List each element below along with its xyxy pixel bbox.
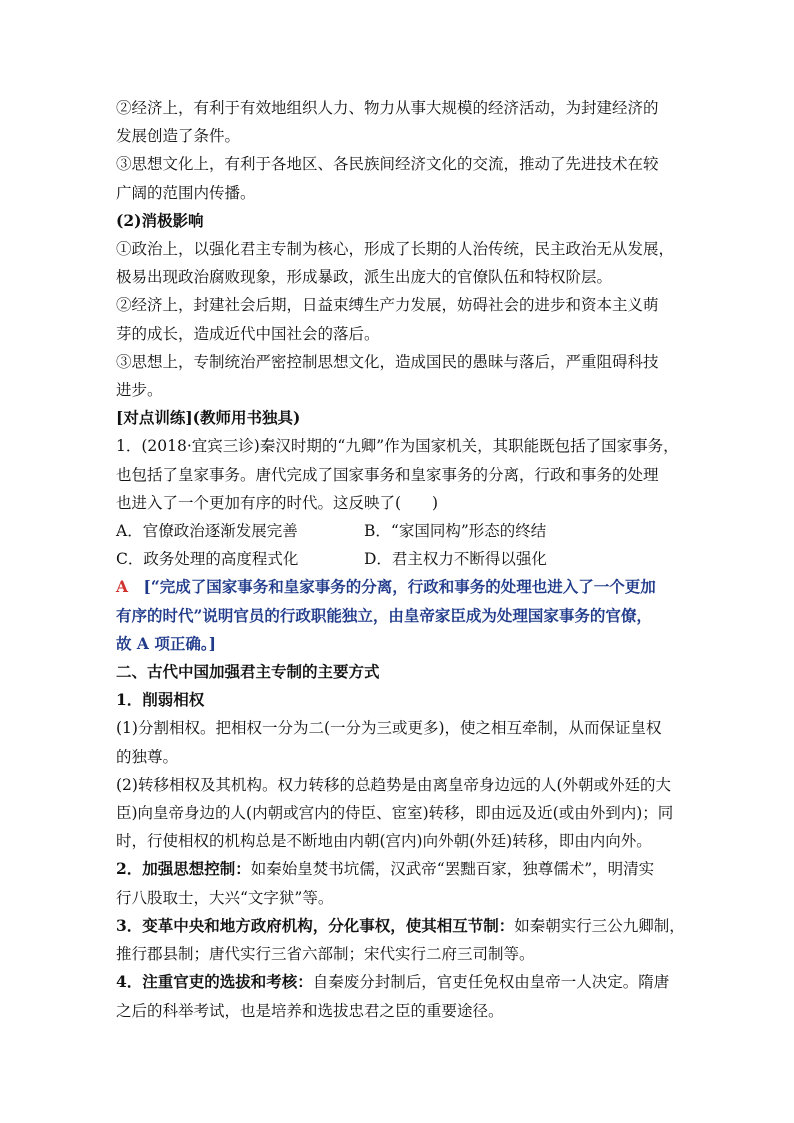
text-line: ③思想上，专制统治严密控制思想文化，造成国民的愚昧与落后，严重阻碍科技: [116, 352, 659, 371]
text-line: (1)分割相权。把相权一分为二(一分为三或更多)，使之相互牵制，从而保证皇权: [116, 719, 662, 738]
option-row: [116, 517, 686, 545]
text-line: 推行郡县制；唐代实行三省六部制；宋代实行二府三司制等。: [116, 945, 535, 964]
text-line: 发展创造了条件。: [116, 127, 241, 146]
answer-line: [116, 573, 686, 601]
heading-negative-impact: (2)消极影响: [116, 210, 204, 230]
item-3: [116, 912, 686, 968]
option-d: D．君主权力不断得以强化: [364, 550, 547, 569]
question-line: 也进入了一个更加有序的时代。这反映了( ): [116, 493, 439, 512]
item-2: [116, 855, 686, 911]
text-line: ③思想文化上，有利于各地区、各民族间经济文化的交流，推动了先进技术在较: [116, 155, 659, 174]
answer-line: 有序的时代”说明官员的行政职能独立，由皇帝家臣成为处理国家事务的官僚，: [116, 605, 652, 625]
text-line: [116, 968, 686, 996]
text-line: 进步。: [116, 381, 163, 400]
text-line: 的独尊。: [116, 747, 179, 766]
item-4-text: 自秦废分封制后，官吏任免权由皇帝一人决定。隋唐: [312, 973, 670, 992]
paragraph-transfer-power: [116, 771, 686, 856]
item-4: [116, 968, 686, 1024]
option-b: B．“家国同构”形态的终结: [364, 522, 547, 541]
answer-line: 故 A 项正确。]: [116, 633, 216, 653]
text-line: 极易出现政治腐败现象，形成暴政，派生出庞大的官僚队伍和特权阶层。: [116, 268, 613, 287]
answer-key: A: [116, 577, 129, 597]
heading-practice: [对点训练](教师用书独具): [116, 408, 301, 428]
option-c: C．政务处理的高度程式化: [116, 550, 299, 569]
option-a: A．官僚政治逐渐发展完善: [116, 522, 298, 541]
text-line: 芽的成长，造成近代中国社会的落后。: [116, 324, 380, 343]
item-3-text: 如秦朝实行三公九卿制，: [514, 916, 685, 935]
text-line: 行八股取士，大兴“文字狱”等。: [116, 888, 334, 907]
question-line: 1．(2018·宜宾三诊)秦汉时期的“九卿”作为国家机关，其职能既包括了国家事务，: [116, 437, 679, 456]
text-line: 之后的科举考试，也是培养和选拔忠君之臣的重要途径。: [116, 1001, 504, 1020]
text-line: ②经济上，有利于有效地组织人力、物力从事大规模的经济活动，为封建经济的: [116, 99, 659, 117]
text-line: ②经济上，封建社会后期，日益束缚生产力发展，妨碍社会的进步和资本主义萌: [116, 296, 659, 315]
paragraph-culture-positive: [116, 150, 686, 206]
item-2-text: 如秦始皇焚书坑儒，汉武帝“罢黜百家，独尊儒术”，明清实: [250, 860, 655, 879]
text-line: ①政治上，以强化君主专制为核心，形成了长期的人治传统，民主政治无从发展，: [116, 240, 675, 259]
answer-text: [“完成了国家事务和皇家事务的分离，行政和事务的处理也进入了一个更加: [128, 577, 656, 597]
answer-block: [116, 573, 686, 658]
text-line: 时，行使相权的机构总是不断地由内朝(宫内)向外朝(外廷)转移，即由内向外。: [116, 832, 652, 851]
section-2-title: 二、古代中国加强君主专制的主要方式: [116, 662, 380, 682]
text-line: (2)转移相权及其机构。权力转移的总趋势是由离皇帝身边远的人(外朝或外廷的大: [116, 775, 672, 794]
document-page: [116, 94, 686, 1025]
item-2-title: 2．加强思想控制：: [116, 859, 251, 879]
text-line: 臣)向皇帝身边的人(内朝或宫内的侍臣、宦室)转移，即由远及近(或由外到内)；同: [116, 804, 674, 823]
text-line: 广阔的范围内传播。: [116, 183, 256, 202]
text-line: [116, 912, 686, 940]
paragraph-economic-negative: [116, 291, 686, 347]
question-block: [116, 432, 686, 573]
text-line: [116, 855, 686, 883]
paragraph-political-negative: [116, 235, 686, 291]
paragraph-economic-positive: [116, 94, 686, 150]
item-4-title: 4．注重官吏的选拔和考核：: [116, 972, 313, 992]
paragraph-thought-negative: [116, 348, 686, 404]
item-1-title: 1．削弱相权: [116, 690, 205, 710]
question-line: 也包括了皇家事务。唐代完成了国家事务和皇家事务的分离，行政和事务的处理: [116, 465, 659, 484]
option-row: [116, 545, 686, 573]
item-3-title: 3．变革中央和地方政府机构，分化事权，使其相互节制：: [116, 915, 515, 935]
paragraph-split-power: [116, 714, 686, 770]
